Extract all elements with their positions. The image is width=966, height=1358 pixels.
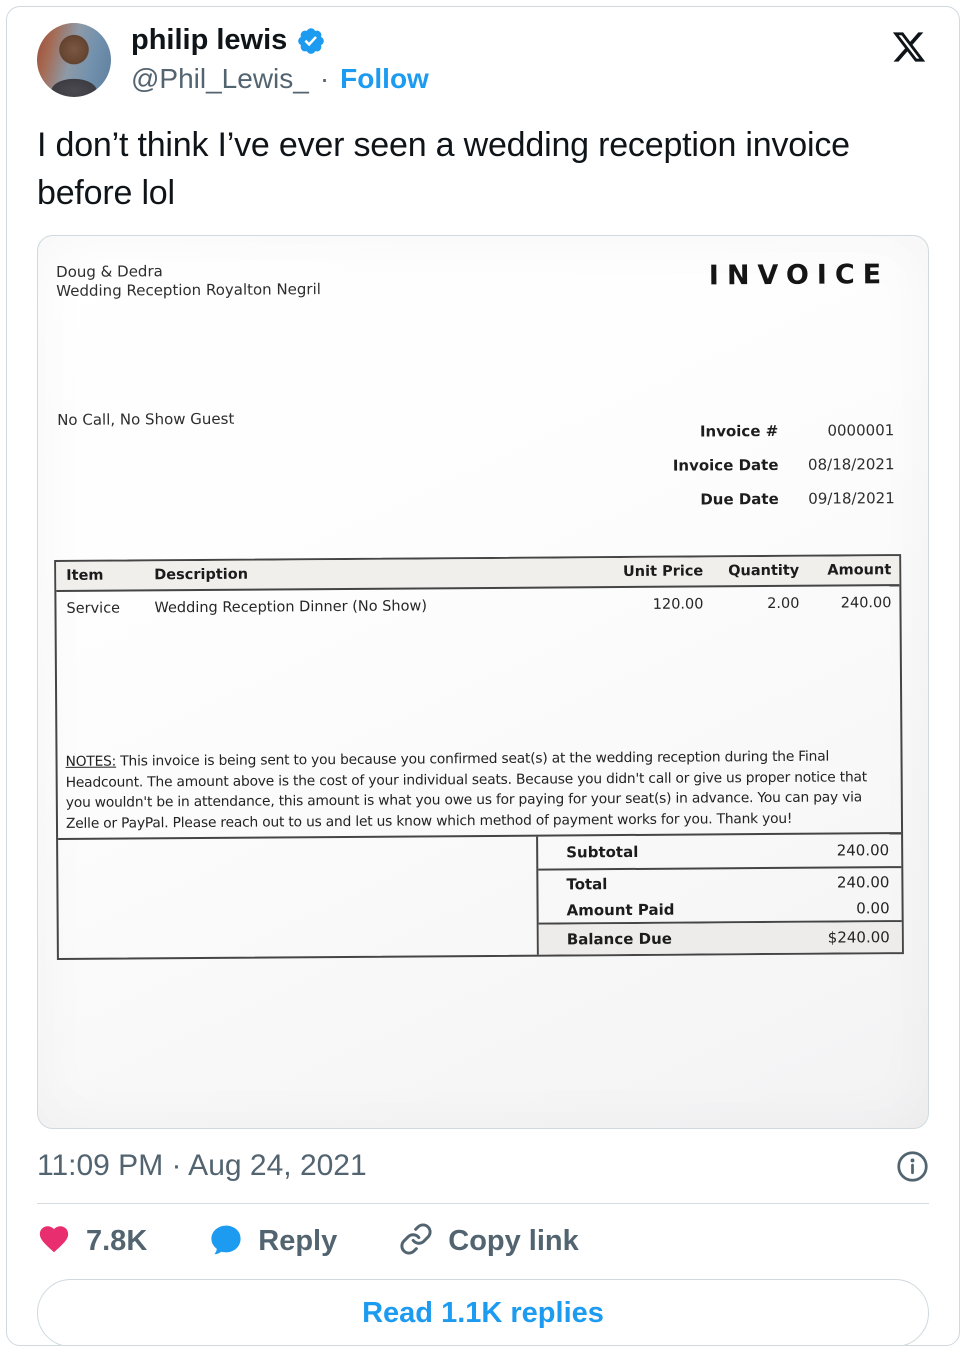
invoice-number-value: 0000001 xyxy=(827,421,895,440)
timestamp-row xyxy=(37,1149,929,1183)
invoice-document xyxy=(37,235,929,1129)
balance-due-value: $240.00 xyxy=(827,928,890,947)
total-label: Total xyxy=(566,874,608,893)
notes-text: This invoice is being sent to you because you confirmed seat(s) at the wedding reception during the Final Headcount. The amount above is the cost of your individual seats. Because you didn't call or give us proper notice that you wouldn't be in attendance, this amount is what you owe us for paying for your seat(s) in advance. You can pay via Zelle or PayPal. Please reach out to us and let us know which method of payment works for you. Thank you! xyxy=(65,748,867,832)
x-logo-icon[interactable] xyxy=(891,23,929,70)
balance-due-label: Balance Due xyxy=(566,929,672,949)
invoice-date-value: 08/18/2021 xyxy=(807,455,895,474)
separator-dot: · xyxy=(319,63,330,94)
invoice-title: INVOICE xyxy=(708,259,890,292)
cell-unit-price: 120.00 xyxy=(652,596,704,613)
invoice-date-label: Invoice Date xyxy=(672,455,779,475)
due-date-label: Due Date xyxy=(700,489,779,509)
avatar[interactable] xyxy=(37,23,111,97)
invoice-bill-to: No Call, No Show Guest xyxy=(57,409,235,429)
totals-table xyxy=(538,834,902,955)
notes-label: NOTES: xyxy=(65,753,117,770)
subtotal-row xyxy=(538,834,901,871)
read-replies-button[interactable]: Read 1.1K replies xyxy=(37,1279,929,1346)
table-row xyxy=(56,586,899,617)
invoice-number-label: Invoice # xyxy=(699,421,779,441)
info-icon[interactable] xyxy=(896,1150,929,1183)
cell-quantity: 2.00 xyxy=(767,595,800,613)
amount-paid-value: 0.00 xyxy=(856,898,890,917)
author-block xyxy=(131,23,891,95)
col-unit-price: Unit Price xyxy=(622,563,704,581)
total-value: 240.00 xyxy=(836,872,890,892)
like-button[interactable] xyxy=(37,1222,147,1261)
reply-label: Reply xyxy=(258,1225,338,1257)
tweet-text: I don’t think I’ve ever seen a wedding reception invoice before lol xyxy=(37,126,850,212)
due-date-value: 09/18/2021 xyxy=(808,489,895,508)
tweet-card xyxy=(6,6,960,1346)
totals-spacer xyxy=(58,837,539,958)
reply-bubble-icon xyxy=(209,1222,243,1261)
invoice-totals-area xyxy=(58,832,902,958)
col-description: Description xyxy=(154,566,249,584)
cell-description: Wedding Reception Dinner (No Show) xyxy=(154,598,428,617)
copy-link-label: Copy link xyxy=(448,1225,579,1257)
col-quantity: Quantity xyxy=(728,562,800,580)
reply-button[interactable] xyxy=(209,1222,337,1261)
like-count: 7.8K xyxy=(86,1225,148,1257)
author-name[interactable]: philip lewis xyxy=(131,24,288,56)
tweet-header xyxy=(37,23,929,97)
author-handle[interactable]: @Phil_Lewis_ xyxy=(131,63,309,94)
amount-paid-row xyxy=(539,895,902,925)
balance-due-row xyxy=(539,922,902,955)
timestamp[interactable]: 11:09 PM · Aug 24, 2021 xyxy=(37,1149,367,1182)
invoice-notes xyxy=(65,746,891,834)
invoice-sender-name: Doug & Dedra xyxy=(56,262,163,281)
subtotal-label: Subtotal xyxy=(566,842,639,862)
divider xyxy=(37,1203,929,1204)
invoice-image[interactable] xyxy=(37,235,929,1129)
chain-link-icon xyxy=(399,1222,433,1261)
invoice-sender xyxy=(56,261,321,301)
col-item: Item xyxy=(66,567,104,584)
heart-icon xyxy=(37,1222,71,1261)
subtotal-value: 240.00 xyxy=(836,841,890,860)
cell-item: Service xyxy=(66,600,121,617)
invoice-meta xyxy=(672,421,894,509)
invoice-sender-event: Wedding Reception Royalton Negril xyxy=(56,280,321,300)
amount-paid-label: Amount Paid xyxy=(566,900,675,919)
action-bar xyxy=(37,1222,929,1261)
col-amount: Amount xyxy=(827,562,892,579)
follow-link[interactable]: Follow xyxy=(340,63,429,94)
copy-link-button[interactable] xyxy=(399,1222,579,1261)
invoice-line-items-box xyxy=(54,554,904,960)
cell-amount: 240.00 xyxy=(840,595,892,612)
total-row xyxy=(538,868,901,898)
verified-badge-icon xyxy=(296,26,326,56)
